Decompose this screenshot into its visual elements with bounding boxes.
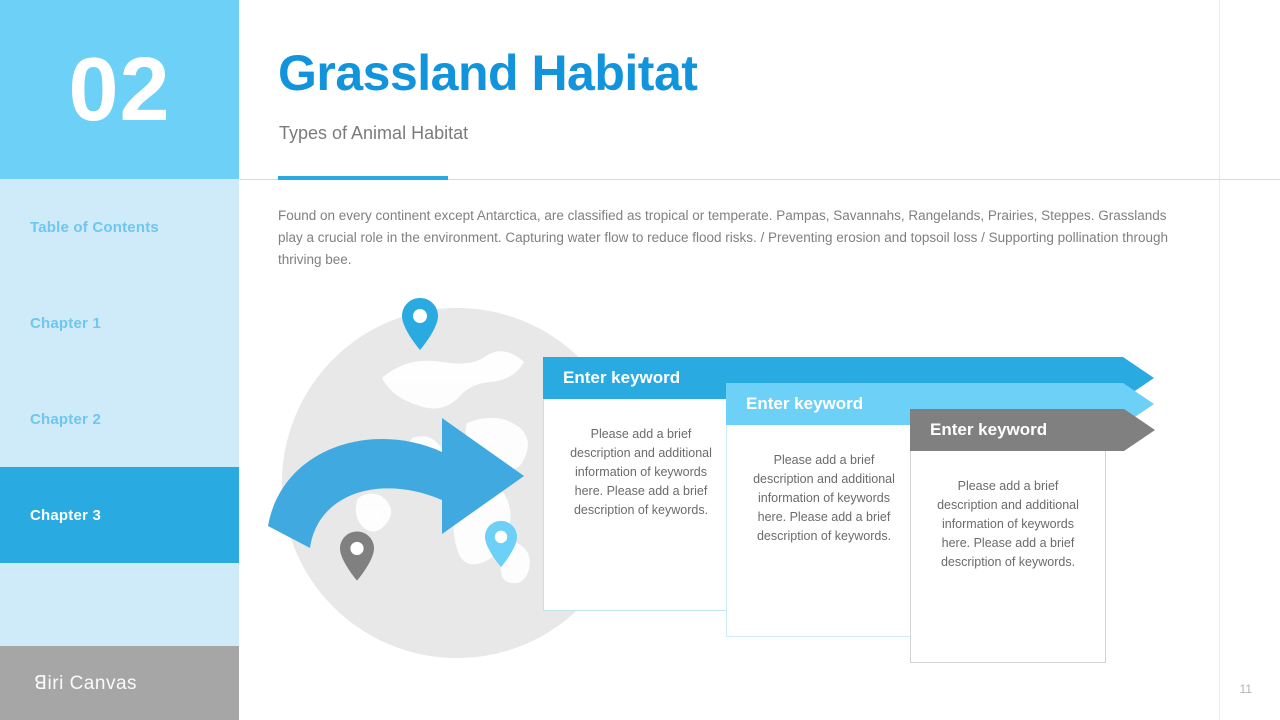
chapter-number: 02 bbox=[68, 39, 171, 140]
brand-logo: ꓭiri Canvas bbox=[34, 672, 138, 694]
keyword-card-1[interactable] bbox=[543, 357, 739, 611]
sidebar-item-label: Chapter 2 bbox=[30, 410, 101, 428]
keyword-card-3[interactable] bbox=[910, 409, 1106, 663]
keyword-card-2[interactable] bbox=[726, 383, 922, 637]
body-paragraph: Found on every continent except Antarctica, are classified as tropical or temperate. Pampas, Savannahs, Rangelands, Prairies, Steppes. Grasslands play a crucial role in the environment. Capturing water flow to reduce flood risks. / Preventing erosion and topsoil loss / Supporting pollination through thriving bee. bbox=[278, 208, 1168, 267]
keyword-card-text: Please add a brief description and additional information of keywords here. Please add a brief description of keywords. bbox=[543, 399, 739, 611]
sidebar-item-table-of-contents[interactable] bbox=[0, 179, 239, 275]
sidebar-item-chapter-2[interactable] bbox=[0, 371, 239, 467]
sidebar-nav bbox=[0, 179, 239, 563]
map-pin-icon-light bbox=[485, 520, 517, 568]
header-accent-bar bbox=[278, 176, 448, 180]
keyword-card-title: Enter keyword bbox=[746, 394, 864, 413]
sidebar-item-chapter-3[interactable] bbox=[0, 467, 239, 563]
chapter-number-badge bbox=[0, 0, 239, 179]
map-pin-icon-primary bbox=[402, 298, 438, 350]
page-subtitle: Types of Animal Habitat bbox=[279, 123, 469, 143]
sidebar-item-chapter-1[interactable] bbox=[0, 275, 239, 371]
page-title: Grassland Habitat bbox=[278, 45, 698, 101]
keyword-card-text: Please add a brief description and additional information of keywords here. Please add a brief description of keywords. bbox=[726, 425, 922, 637]
sidebar-item-label: Chapter 3 bbox=[30, 506, 101, 524]
sidebar-item-label: Table of Contents bbox=[30, 218, 159, 236]
banner-arrow-icon bbox=[1124, 409, 1155, 451]
right-divider bbox=[1219, 0, 1220, 720]
keyword-card-title: Enter keyword bbox=[930, 420, 1048, 439]
sidebar-footer bbox=[0, 646, 239, 720]
sidebar-item-label: Chapter 1 bbox=[30, 314, 101, 332]
keyword-card-title: Enter keyword bbox=[563, 368, 681, 387]
keyword-card-banner bbox=[910, 409, 1124, 451]
map-pin-icon-gray bbox=[340, 531, 374, 581]
keyword-card-text: Please add a brief description and additional information of keywords here. Please add a brief description of keywords. bbox=[910, 451, 1106, 663]
sidebar bbox=[0, 0, 239, 720]
page-number: 11 bbox=[1239, 682, 1252, 696]
